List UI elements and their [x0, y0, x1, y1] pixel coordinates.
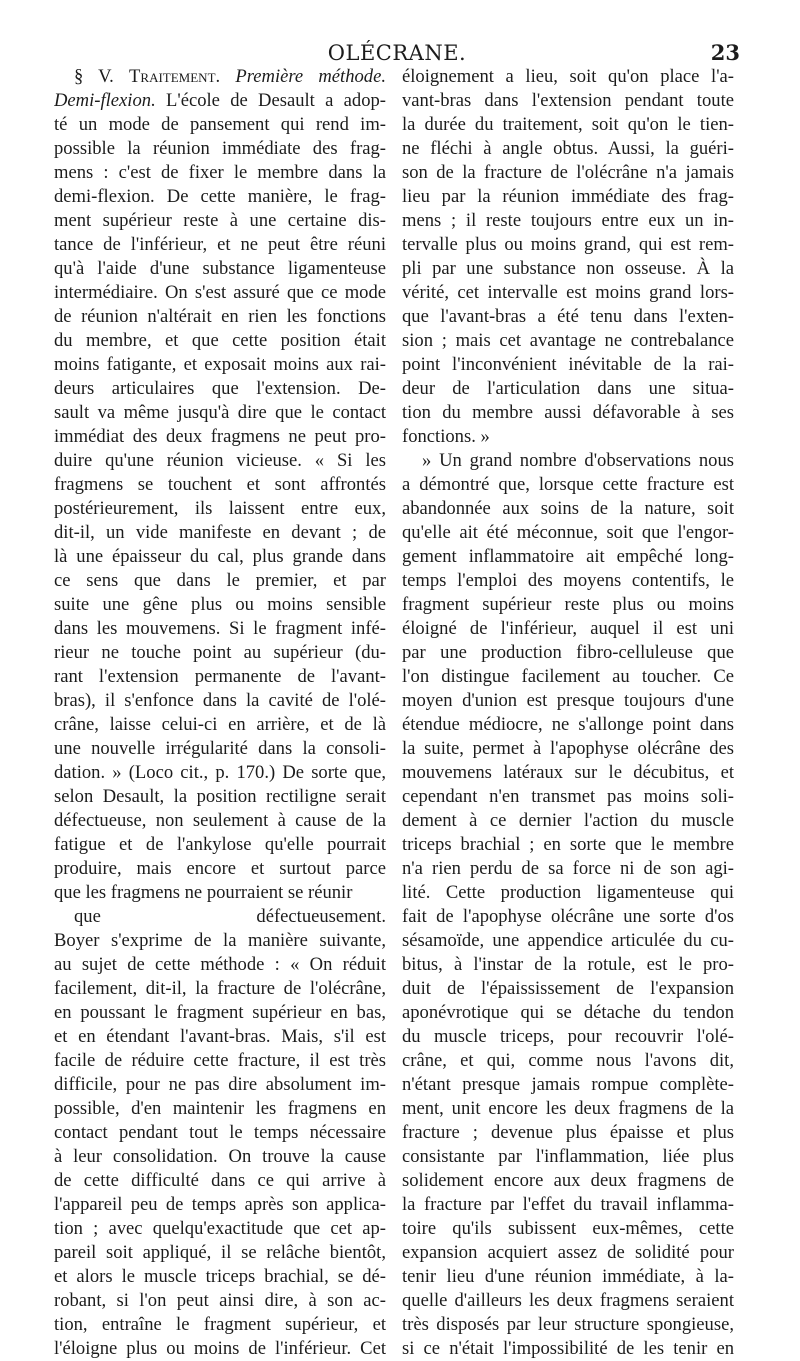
text-line: mens : c'est de fixer le membre dans la: [54, 162, 386, 183]
text-line: bitus, à l'instar de la rotule, est le pro-: [402, 954, 734, 975]
text-line: crâne, laisse celui-ci en arrière, et de là: [54, 714, 386, 735]
text-line: de réunion n'altérait en rien les fonctions: [54, 306, 386, 327]
text-line: éloignement a lieu, soit qu'on place l'a-: [402, 66, 734, 87]
text-line: sésamoïde, une appendice articulée du cu-: [402, 930, 734, 951]
text-line: qu'à l'aide d'une substance ligamenteuse: [54, 258, 386, 279]
text-line: lieu par la réunion immédiate des frag-: [402, 186, 734, 207]
section-heading-line: [54, 65, 386, 89]
text-line: par une production fibro-celluleuse que: [402, 642, 734, 663]
text-line: consistante par l'inflammation, liée plus: [402, 1146, 734, 1167]
text-line: l'appareil peu de temps après son applica-: [54, 1194, 386, 1215]
text-line: facilement, dit-il, la fracture de l'olécrâne,: [54, 978, 386, 999]
text-line: suite une gêne plus ou moins sensible: [54, 594, 386, 615]
text-line: té un mode de pansement qui rend im-: [54, 114, 386, 135]
text-line: mens ; il reste toujours entre eux un in-: [402, 210, 734, 231]
text-line: tion, entraîne le fragment supérieur, et: [54, 1314, 386, 1335]
text-line: pli par une substance non osseuse. À la: [402, 258, 734, 279]
text-line: fatigue et de l'ankylose qu'elle pourrait: [54, 834, 386, 855]
text-line: sault va même jusqu'à dire que le contact: [54, 402, 386, 423]
text-line: contact pendant tout le temps nécessaire: [54, 1122, 386, 1143]
text-line: son de la fracture de l'olécrâne n'a jamais: [402, 162, 734, 183]
right-column: [402, 65, 734, 1361]
text-line: sion ; mais cet avantage ne contrebalance: [402, 330, 734, 351]
text-line: Demi-flexion. L'école de Desault a adop-: [54, 90, 386, 111]
text-line: tance de l'inférieur, et ne peut être réuni: [54, 234, 386, 255]
text-line: la suite, permet à l'apophyse olécrâne des: [402, 738, 734, 759]
text-line: du membre, et que cette position était: [54, 330, 386, 351]
text-line: triceps brachial ; en sorte que le membre: [402, 834, 734, 855]
text-line: robant, si l'on peut ainsi dire, à son ac-: [54, 1290, 386, 1311]
text-line: abandonnée aux soins de la nature, soit: [402, 498, 734, 519]
section-subtitle: Première méthode.: [235, 66, 386, 87]
text-line: selon Desault, la position rectiligne serait: [54, 786, 386, 807]
text-line: fracture ; devenue plus épaisse et plus: [402, 1122, 734, 1143]
text-line: quelle d'ailleurs les deux fragmens seraient: [402, 1290, 734, 1311]
text-line: point l'inconvénient inévitable de la rai-: [402, 354, 734, 375]
text-line: défectueuse, non seulement à cause de la: [54, 810, 386, 831]
text-line: gement inflammatoire ait empêché long-: [402, 546, 734, 567]
text-line: fragment supérieur reste plus ou moins: [402, 594, 734, 615]
text-line: produire, mais encore et surtout parce: [54, 858, 386, 879]
text-line: possible, d'en maintenir les fragmens en: [54, 1098, 386, 1119]
text-line: facile de réduire cette fracture, il est très: [54, 1050, 386, 1071]
text-line: et alors le muscle triceps brachial, se dé-: [54, 1266, 386, 1287]
text-line: si ce n'était l'impossibilité de les tenir en: [402, 1338, 734, 1359]
text-line: duire qu'une réunion vicieuse. « Si les: [54, 450, 386, 471]
text-line: deurs articulaires que l'extension. De-: [54, 378, 386, 399]
text-line: là une épaisseur du cal, plus grande dans: [54, 546, 386, 567]
text-line: postérieurement, ils laissent entre eux,: [54, 498, 386, 519]
text-line: l'on distingue facilement au toucher. Ce: [402, 666, 734, 687]
text-line: ment supérieur reste à une certaine dis-: [54, 210, 386, 231]
text-line: tenir lieu d'une réunion immédiate, à la-: [402, 1266, 734, 1287]
text-line: très disposés par leur structure spongieuse,: [402, 1314, 734, 1335]
text-line: du muscle triceps, pour recouvrir l'olé-: [402, 1026, 734, 1047]
text-line: la durée du traitement, soit qu'on le tien-: [402, 114, 734, 135]
text-line: a démontré que, lorsque cette fracture est: [402, 474, 734, 495]
left-column: [54, 65, 386, 1361]
text-line: tion du membre aussi défavorable à ses: [402, 402, 734, 423]
text-line: ce sens que dans le premier, et par: [54, 570, 386, 591]
text-line: en poussant le fragment supérieur en bas,: [54, 1002, 386, 1023]
text-line: mouvemens latéraux sur le décubitus, et: [402, 762, 734, 783]
page-number: 23: [710, 40, 740, 65]
text-line: dement à ce dernier l'action du muscle: [402, 810, 734, 831]
text-line: » Un grand nombre d'observations nous: [422, 450, 734, 471]
text-line: dans les mouvemens. Si le fragment infé-: [54, 618, 386, 639]
text-line: fait de l'apophyse olécrâne une sorte d'os: [402, 906, 734, 927]
text-line: duit de l'épaississement de l'expansion: [402, 978, 734, 999]
left-column-text: [54, 89, 386, 1361]
text-line: pareil soit appliqué, il se relâche bientôt,: [54, 1242, 386, 1263]
text-line: difficile, pour ne pas dire absolument im-: [54, 1074, 386, 1095]
text-line: rant l'extension permanente de l'avant-: [54, 666, 386, 687]
text-line: que les fragmens ne pourraient se réunir: [54, 882, 353, 903]
text-line: moyen d'union est presque toujours d'une: [402, 690, 734, 711]
text-line: de cette difficulté dans ce qui arrive à: [54, 1170, 386, 1191]
text-line: et en étendant l'avant-bras. Mais, s'il est: [54, 1026, 386, 1047]
text-line: vérité, cet intervalle est moins grand lors-: [402, 282, 734, 303]
text-line: une nouvelle irrégularité dans la consoli-: [54, 738, 386, 759]
text-line: aponévrotique qui se détache du tendon: [402, 1002, 734, 1023]
text-line: tervalle plus ou moins grand, qui est rem-: [402, 234, 734, 255]
text-line: toire qu'ils subissent eux-mêmes, cette: [402, 1218, 734, 1239]
text-line: éloigné de l'inférieur, auquel il est uni: [402, 618, 734, 639]
text-line: fonctions. »: [402, 426, 490, 447]
section-number: § V.: [74, 66, 114, 87]
text-line: lité. Cette production ligamenteuse qui: [402, 882, 734, 903]
text-line: deur de l'articulation dans une situa-: [402, 378, 734, 399]
text-line: temps l'emploi des moyens contentifs, le: [402, 570, 734, 591]
text-line: moins fatigante, et exposait moins aux rai-: [54, 354, 386, 375]
right-column-text: [402, 65, 734, 1361]
text-line: dation. » (Loco cit., p. 170.) De sorte que,: [54, 762, 386, 783]
text-line: cependant n'en transmet pas moins soli-: [402, 786, 734, 807]
text-line: solidement encore aux deux fragmens de: [402, 1170, 734, 1191]
text-line: n'étant presque jamais rompue complète-: [402, 1074, 734, 1095]
text-line: que défectueusement.: [74, 906, 386, 927]
text-line: étendue médiocre, ne s'allonge point dans: [402, 714, 734, 735]
text-line: bras), il s'enfonce dans la cavité de l'olé-: [54, 690, 386, 711]
running-title: OLÉCRANE.: [327, 41, 467, 65]
text-line: n'a rien perdu de sa force ni de son agi-: [402, 858, 734, 879]
text-line: qu'elle ait été méconnue, soit que l'engor-: [402, 522, 734, 543]
text-line: rieur ne touche point au supérieur (du-: [54, 642, 386, 663]
text-line: au sujet de cette méthode : « On réduit: [54, 954, 386, 975]
text-line: la fracture par l'effet du travail inflamma-: [402, 1194, 734, 1215]
text-line: crâne, et qui, comme nous l'avons dit,: [402, 1050, 734, 1071]
text-line: ment, unit encore les deux fragmens de la: [402, 1098, 734, 1119]
text-line: tion ; avec quelqu'exactitude que cet ap-: [54, 1218, 386, 1239]
text-line: à leur consolidation. On trouve la cause: [54, 1146, 386, 1167]
text-line: demi-flexion. De cette manière, le frag-: [54, 186, 386, 207]
text-line: Boyer s'exprime de la manière suivante,: [54, 930, 386, 951]
text-line: fragmens se touchent et sont affrontés: [54, 474, 386, 495]
text-line: ne fléchi à angle obtus. Aussi, la guéri-: [402, 138, 734, 159]
text-line: immédiat des deux fragmens ne peut pro-: [54, 426, 386, 447]
text-line: vant-bras dans l'extension pendant toute: [402, 90, 734, 111]
text-line: expansion acquiert assez de solidité pour: [402, 1242, 734, 1263]
page-header: [54, 38, 740, 68]
text-line: possible la réunion immédiate des frag-: [54, 138, 386, 159]
text-line: l'éloigne plus ou moins de l'inférieur. Cet: [54, 1338, 386, 1359]
text-line: que l'avant-bras a été tenu dans l'exten-: [402, 306, 734, 327]
text-line: intermédiaire. On s'est assuré que ce mode: [54, 282, 386, 303]
text-line: dit-il, un vide manifeste en devant ; de: [54, 522, 386, 543]
section-title: Traitement.: [129, 66, 221, 87]
